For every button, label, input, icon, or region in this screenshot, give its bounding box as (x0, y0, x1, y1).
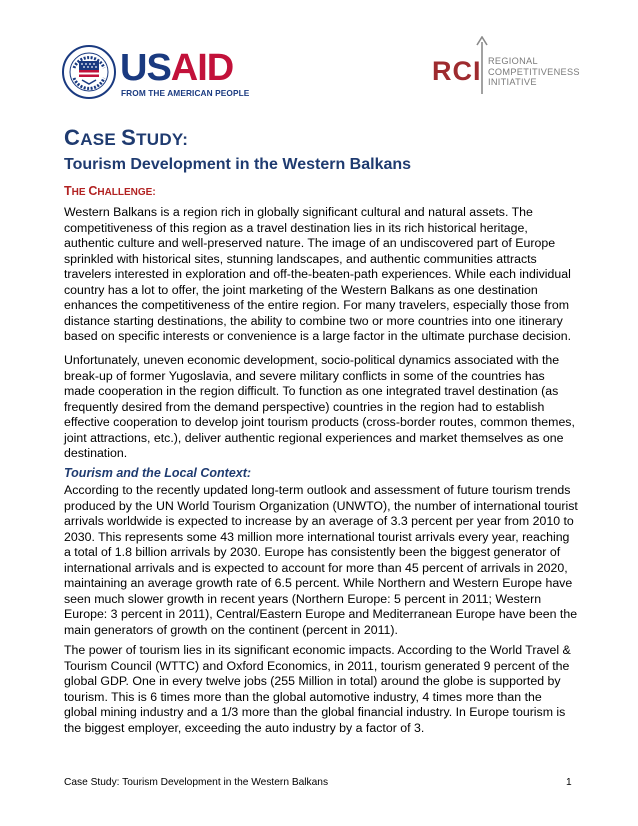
rci-logo (430, 36, 580, 98)
page-number: 1 (566, 777, 572, 788)
paragraph-4: The power of tourism lies in its significant economic impacts. According to the World Travel & Tourism Council (WTTC) and Oxford Economics, in 2011, tourism generated 9 percent of the global GDP. One in every twelve jobs (255 Million in total) around the globe is supported by tourism. This is 6 times more than the global automotive industry, 4 times more than the global mining industry and a 1/3 more than the global financial industry. In Europe tourism is the biggest employer, exceeding the auto industry by a factor of 3. (64, 643, 571, 735)
rci-name: REGIONAL COMPETITIVENESS INITIATIVE (488, 56, 580, 87)
page-title: CASE STUDY: (64, 125, 189, 150)
usaid-wordmark: USAID (120, 47, 234, 89)
section-heading-local-context: Tourism and the Local Context: (64, 466, 252, 480)
section-heading-challenge: THE CHALLENGE: (64, 184, 156, 198)
rci-arrow-icon (476, 36, 488, 96)
paragraph-2: Unfortunately, uneven economic development, socio-political dynamics associated with the break-up of former Yugoslavia, and severe military conflicts in some of the countries has made cooperation in the region difficult. To function as one integrated travel destination (as frequently desired from the demand perspective) countries in the region had to establish effective cooperation to develop joint tourism products (cross-border routes, common themes, joint attractions, etc.), deliver authentic regional experiences and market themselves as one destination. (64, 353, 575, 460)
footer-title: Case Study: Tourism Development in the Western Balkans (64, 777, 329, 788)
paragraph-3: According to the recently updated long-term outlook and assessment of future tourism trends produced by the UN World Tourism Organization (UNWTO), the number of international tourist arrivals worldwide is expected to increase by an average of 3.3 percent per year from 2010 to 2030. This represents some 43 million more international tourist arrivals every year, reaching a total of 1.8 billion arrivals by 2030. Europe has consistently been the biggest generator of international arrivals and is expected to account for more than 45 percent of arrivals in 2020, maintaining an average growth rate of 6.5 percent. While Northern and Western Europe have seen much slower growth in recent years (Northern Europe: 5 percent in 2011; Western Europe: 3 percent in 2011), Central/Eastern Europe and Mediterranean Europe have been the main generators of growth on the continent (percent in 2011). (64, 483, 578, 637)
usaid-seal-icon (62, 44, 116, 100)
usaid-logo (62, 42, 250, 104)
usaid-tagline: FROM THE AMERICAN PEOPLE (121, 88, 250, 98)
rci-letters: RCI (432, 56, 482, 86)
page-subtitle: Tourism Development in the Western Balkans (64, 156, 412, 173)
paragraph-1: Western Balkans is a region rich in globally significant cultural and natural assets. The competitiveness of this region as a travel destination lies in its rich historical heritage, authentic culture and well-preserved nature. The image of an undiscovered part of Europe sprinkled with historical sites, stunning landscapes, and authentic communities attracts travelers interested in exploration and off-the-beaten-path experiences. While each individual country has a lot to offer, the joint marketing of the Western Balkans as one destination enhances the competitiveness of the entire region. For many travelers, especially those from distance starting destinations, the ability to combine two or more countries into one itinerary based on specific interests or convenience is a large factor in the ultimate purchase decision. (64, 205, 572, 343)
